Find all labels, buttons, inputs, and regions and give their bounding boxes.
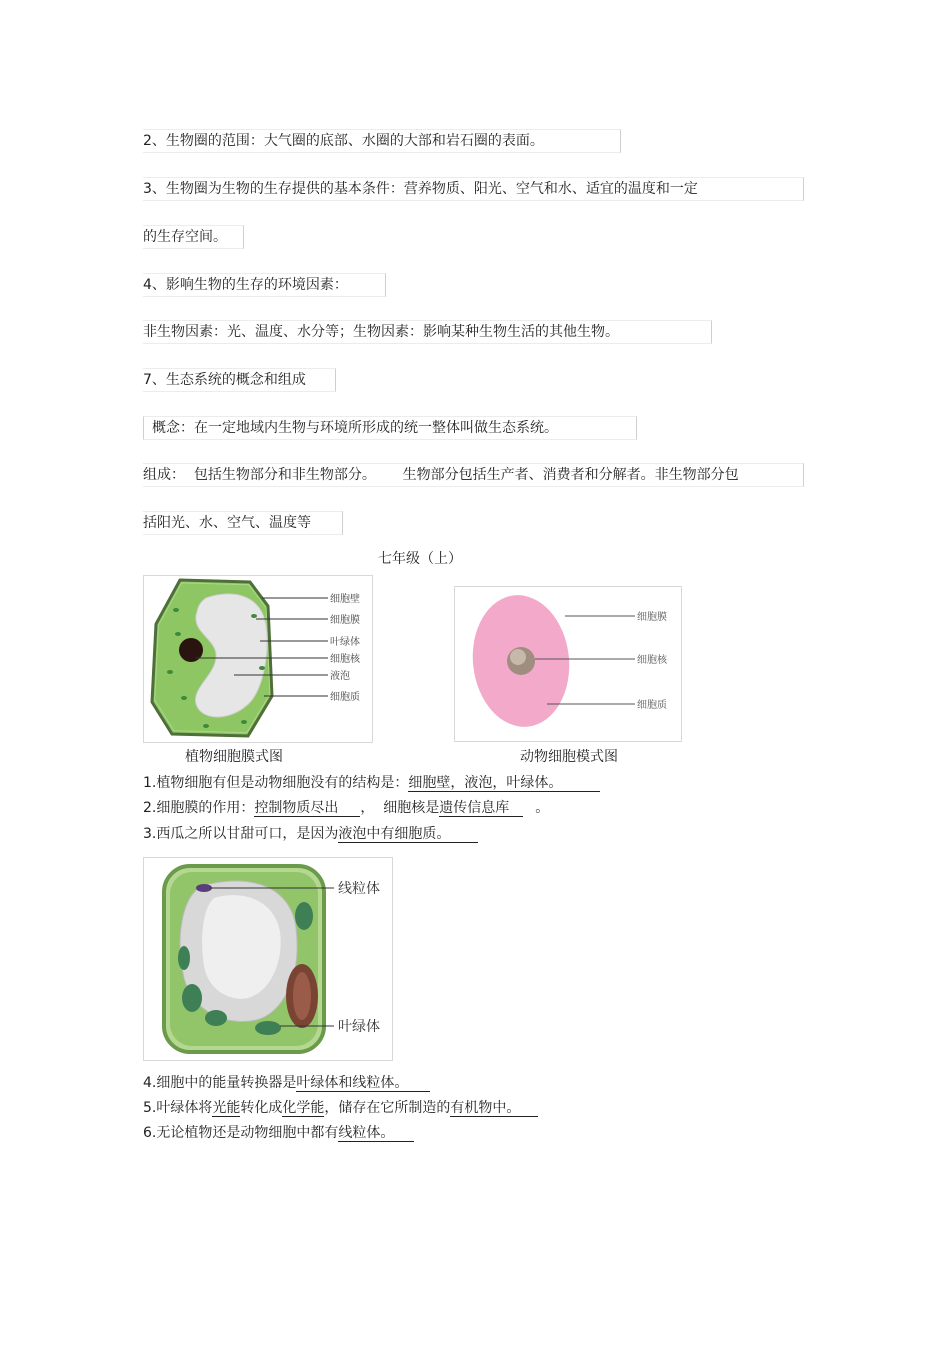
text-line-6 xyxy=(143,368,336,392)
answer-text: 有机物中。 xyxy=(450,1100,538,1117)
answer-text: 控制物质尽出 xyxy=(254,800,360,817)
text-line-2 xyxy=(143,177,804,201)
text-line-7 xyxy=(143,416,637,440)
organelle-figure xyxy=(143,857,393,1061)
animal-cell-caption: 动物细胞模式图 xyxy=(520,749,618,765)
plant-cell-caption: 植物细胞膜式图 xyxy=(185,749,283,765)
text-line-9 xyxy=(143,511,343,535)
label-animal-cytoplasm: 细胞质 xyxy=(637,700,667,711)
question-4 xyxy=(143,1073,430,1093)
label-chloroplast: 叶绿体 xyxy=(330,637,360,648)
question-text: ， 细胞核是 xyxy=(360,800,440,816)
line-text: 概念：在一定地域内生物与环境所形成的统一整体叫做生态系统。 xyxy=(152,420,558,436)
answer-text: 液泡中有细胞质。 xyxy=(338,826,478,843)
plant-cell-figure xyxy=(143,575,373,743)
line-text: 2、生物圈的范围：大气圈的底部、水圈的大部和岩石圈的表面。 xyxy=(143,133,544,149)
label-cell-wall: 细胞壁 xyxy=(330,594,360,605)
label-mitochondrion: 线粒体 xyxy=(338,881,380,897)
question-text: 。 xyxy=(535,800,550,816)
text-line-1 xyxy=(143,129,621,153)
animal-cell-diagram xyxy=(455,587,681,741)
answer-text: 化学能 xyxy=(282,1100,325,1116)
label-animal-nucleus: 细胞核 xyxy=(637,655,667,666)
label-animal-membrane: 细胞膜 xyxy=(637,612,667,623)
small-mitochondrion xyxy=(196,884,212,892)
question-text: 转化成 xyxy=(240,1100,283,1116)
label-chloroplast-2: 叶绿体 xyxy=(338,1019,380,1035)
animal-cell-figure xyxy=(454,586,682,742)
question-6 xyxy=(143,1123,414,1143)
line-text: 7、生态系统的概念和组成 xyxy=(143,372,306,388)
question-text: 1.植物细胞有但是动物细胞没有的结构是： xyxy=(143,775,409,791)
line-text: 4、影响生物的生存的环境因素： xyxy=(143,277,348,293)
question-text: 3.西瓜之所以甘甜可口，是因为 xyxy=(143,826,339,842)
line-text: 组成： 包括生物部分和非生物部分。 生物部分包括生产者、消费者和分解者。非生物部分包 xyxy=(143,467,739,483)
line-text: 括阳光、水、空气、温度等 xyxy=(143,515,311,531)
line-text: 的生存空间。 xyxy=(143,229,227,245)
question-text: 2.细胞膜的作用： xyxy=(143,800,255,816)
text-line-5 xyxy=(143,320,712,344)
answer-text: 细胞壁，液泡，叶绿体。 xyxy=(408,775,600,792)
answer-text: 叶绿体和线粒体。 xyxy=(296,1075,430,1092)
line-text: 3、生物圈为生物的生存提供的基本条件：营养物质、阳光、空气和水、适宜的温度和一定 xyxy=(143,181,698,197)
label-nucleus: 细胞核 xyxy=(330,654,360,665)
answer-text: 光能 xyxy=(212,1100,241,1116)
answer-text: 遗传信息库 xyxy=(439,800,523,817)
text-line-3 xyxy=(143,225,244,249)
label-vacuole: 液泡 xyxy=(330,671,350,682)
organelle-diagram xyxy=(144,858,392,1060)
label-cell-membrane: 细胞膜 xyxy=(330,615,360,626)
question-text: 5.叶绿体将 xyxy=(143,1100,213,1116)
question-text: 6.无论植物还是动物细胞中都有 xyxy=(143,1125,339,1141)
question-2 xyxy=(143,798,549,818)
plant-cell-diagram xyxy=(144,576,372,742)
label-cytoplasm: 细胞质 xyxy=(330,692,360,703)
text-line-4 xyxy=(143,273,386,297)
section-title: 七年级（上） xyxy=(378,551,462,567)
mitochondrion-inner xyxy=(293,972,311,1020)
text-line-8 xyxy=(143,463,804,487)
question-1 xyxy=(143,773,600,793)
question-5 xyxy=(143,1098,538,1118)
answer-text: 线粒体。 xyxy=(338,1125,414,1142)
line-text: 非生物因素：光、温度、水分等；生物因素：影响某种生物生活的其他生物。 xyxy=(143,324,619,340)
animal-nucleus-highlight xyxy=(510,649,526,665)
question-3 xyxy=(143,824,478,844)
question-text: ，储存在它所制造的 xyxy=(324,1100,451,1116)
question-text: 4.细胞中的能量转换器是 xyxy=(143,1075,297,1091)
